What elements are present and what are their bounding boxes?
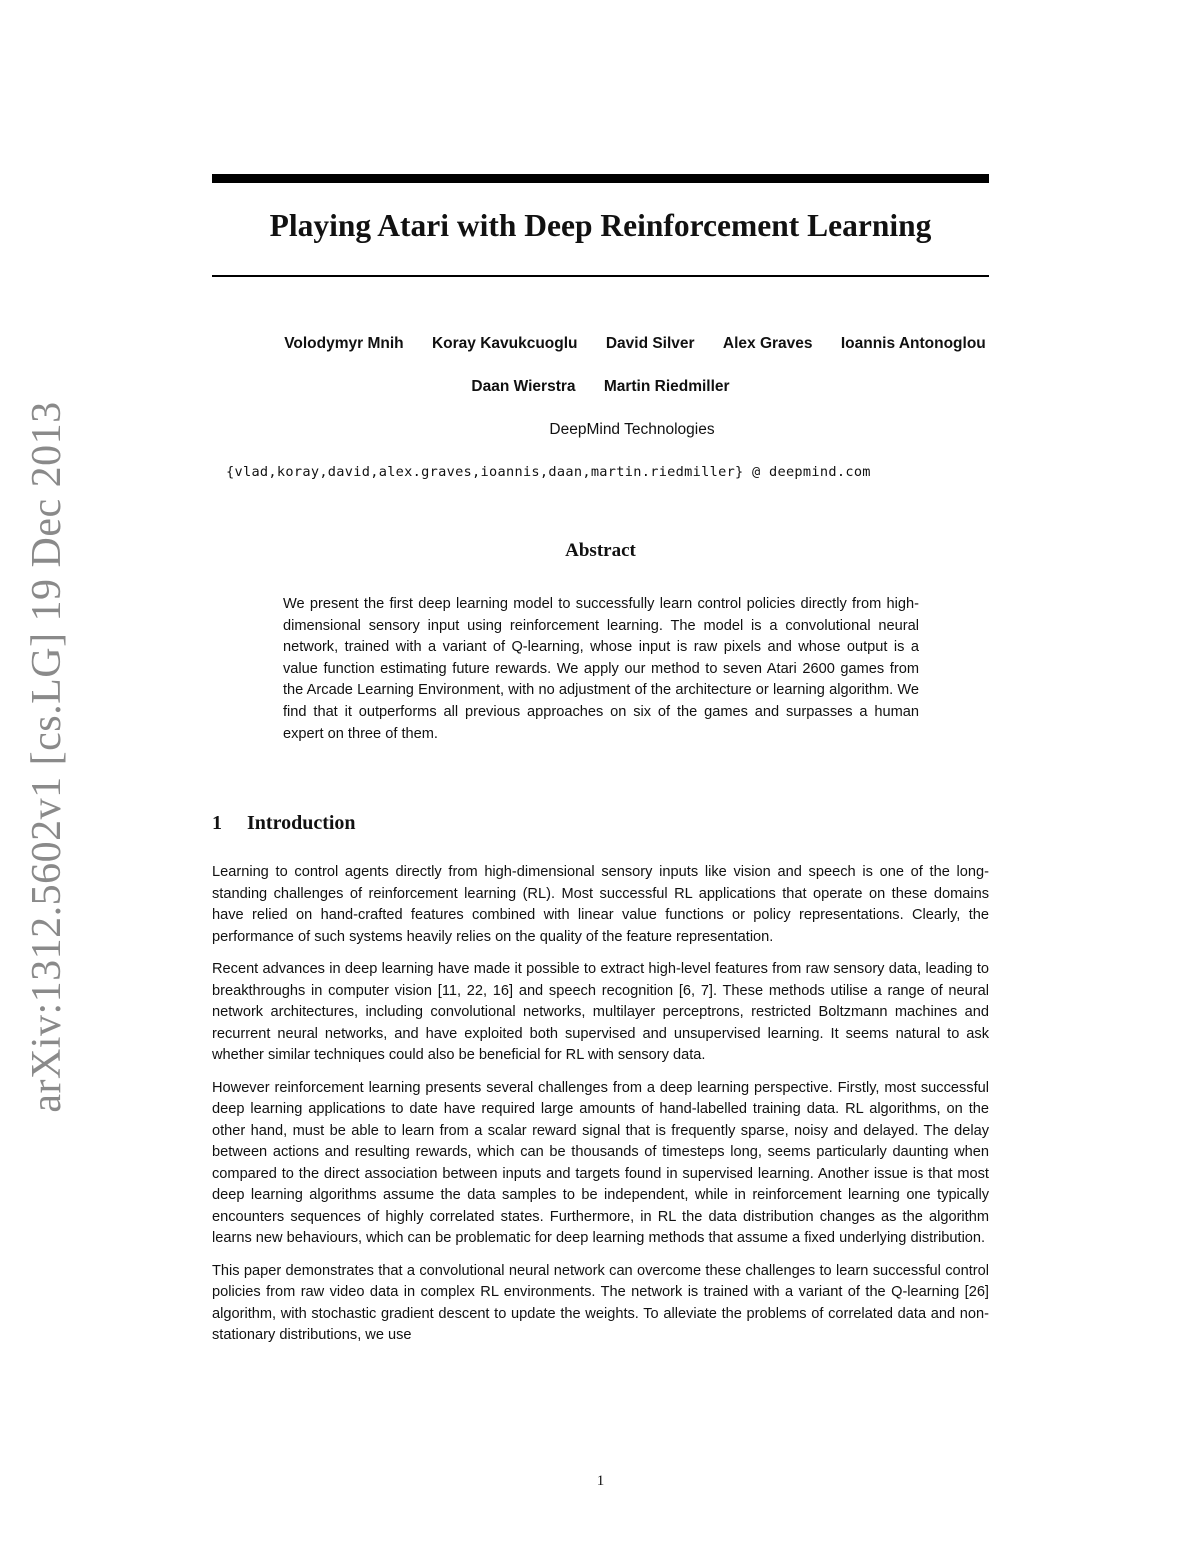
- paragraph: However reinforcement learning presents several challenges from a deep learning perspective. Firstly, most successful deep learning applications to date have required large amounts of hand-labelled training data. RL algorithms, on the other hand, must be able to learn from a scalar reward signal that is frequently sparse, noisy and delayed. The delay between actions and resulting rewards, which can be thousands of timesteps long, seems particularly daunting when compared to the direct association between inputs and targets found in supervised learning. Another issue is that most deep learning algorithms assume the data samples to be independent, while in reinforcement learning one typically encounters sequences of highly correlated states. Furthermore, in RL the data distribution changes as the algorithm learns new behaviours, which can be problematic for deep learning methods that assume a fixed underlying distribution.: [212, 1079, 989, 1246]
- arxiv-identifier-stamp: arXiv:1312.5602v1 [cs.LG] 19 Dec 2013: [24, 401, 70, 1113]
- author-name: Volodymyr Mnih: [284, 335, 404, 352]
- author-name: Koray Kavukcuoglu: [431, 335, 578, 352]
- author-list-row-2: [212, 378, 989, 396]
- introduction-body: [212, 862, 989, 1358]
- author-name: Ioannis Antonoglou: [840, 335, 986, 352]
- author-emails: {vlad,koray,david,alex.graves,ioannis,daan,martin.riedmiller} @ deepmind.com: [226, 464, 871, 480]
- section-number: 1: [212, 812, 222, 834]
- author-list-row-1: [235, 335, 1035, 353]
- abstract-heading: Abstract: [565, 540, 636, 561]
- section-heading: [212, 812, 612, 835]
- author-name: David Silver: [605, 335, 695, 352]
- author-name: Daan Wierstra: [471, 378, 576, 395]
- paragraph: Recent advances in deep learning have made it possible to extract high-level features from raw sensory data, leading to breakthroughs in computer vision [11, 22, 16] and speech recognition [6, 7]. These methods utilise a range of neural network architectures, including convolutional networks, multilayer perceptrons, restricted Boltzmann machines and recurrent neural networks, and have exploited both supervised and unsupervised learning. It seems natural to ask whether similar techniques could also be beneficial for RL with sensory data.: [212, 961, 989, 1063]
- paragraph: This paper demonstrates that a convolutional neural network can overcome these challenges to learn successful control policies from raw video data in complex RL environments. The network is trained with a variant of the Q-learning [26] algorithm, with stochastic gradient descent to update the weights. To alleviate the problems of correlated data and non-stationary distributions, we use: [212, 1262, 989, 1343]
- abstract-text: We present the first deep learning model to successfully learn control policies directly from high-dimensional sensory input using reinforcement learning. The model is a convolutional neural network, trained with a variant of Q-learning, whose input is raw pixels and whose output is a value function estimating future rewards. We apply our method to seven Atari 2600 games from the Arcade Learning Environment, with no adjustment of the architecture or learning algorithm. We find that it outperforms all previous approaches on six of the games and surpasses a human expert on three of them.: [283, 596, 919, 742]
- author-name: Alex Graves: [722, 335, 813, 352]
- paragraph: Learning to control agents directly from high-dimensional sensory inputs like vision and speech is one of the long-standing challenges of reinforcement learning (RL). Most successful RL applications that operate on these domains have relied on hand-crafted features combined with linear value functions or policy representations. Clearly, the performance of such systems heavily relies on the quality of the feature representation.: [212, 864, 989, 945]
- affiliation: DeepMind Technologies: [549, 421, 715, 438]
- title-top-rule: [212, 174, 989, 183]
- section-title: Introduction: [247, 812, 356, 834]
- title-bottom-rule: [212, 275, 989, 277]
- paper-title: Playing Atari with Deep Reinforcement Learning: [269, 208, 932, 243]
- page-number: 1: [596, 1473, 605, 1489]
- author-name: Martin Riedmiller: [603, 378, 730, 395]
